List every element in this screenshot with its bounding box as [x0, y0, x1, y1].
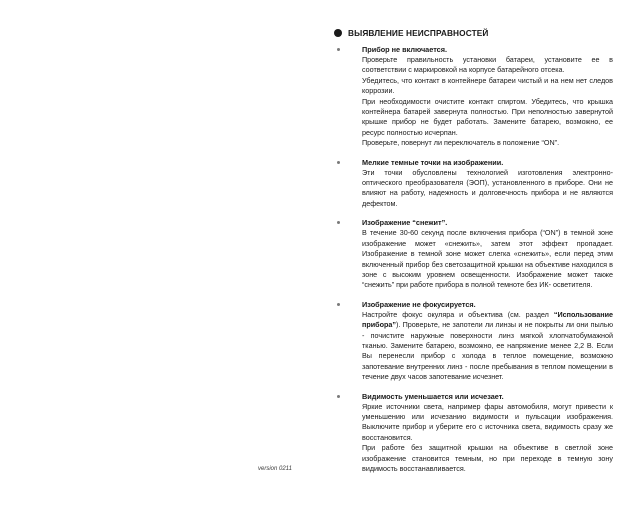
paragraph-tail: ). Проверьте, не запотели ли линзы и не покрыты ли они пылью - почистите наружные поверхности линз мягкой хлопчатобумажной тканью. Замените батарею, возможно, ее напряжение менее 2,2 В. Если Вы перенесли прибор с холода в теплое помещение, возможно запотевание внутренних линз - после пребывания в теплом помещении в течение двух часов запотевание исчезнет.	[362, 320, 613, 382]
section-title: ВЫЯВЛЕНИЕ НЕИСПРАВНОСТЕЙ	[348, 28, 489, 38]
issue-title: Изображение “снежит”.	[362, 218, 448, 228]
issue-body	[362, 168, 613, 210]
issue-body	[362, 402, 613, 475]
issue-paragraph	[362, 310, 613, 383]
issue-paragraph: При необходимости очистите контакт спиртом. Убедитесь, что крышка контейнера батарей завернута полностью. При неполностью завернутой крышке прибор не будет работать. Замените батарею, возможно, ее ресурс полностью исчерпан.	[362, 96, 613, 137]
paragraph-lead: Настройте фокус окуляра и объектива (см. раздел	[362, 309, 554, 319]
issue-paragraph: Убедитесь, что контакт в контейнере батареи чистый и на нем нет следов коррозии.	[362, 75, 613, 96]
bullet-icon	[337, 161, 340, 164]
issue-body	[362, 310, 613, 383]
issue-title: Изображение не фокусируется.	[362, 299, 476, 309]
bullet-icon	[334, 29, 342, 37]
bullet-icon	[337, 221, 340, 224]
section-reference: “Использование прибора”	[362, 309, 613, 330]
issue-paragraph: В течение 30-60 секунд после включения прибора (“ON”) в темной зоне изображение может «снежить», затем этот эффект пропадает. Изображение в темной зоне может слегка «снежить», если перед этим включенный прибор без светозащитной крышки на объективе находился в зоне с высоким уровнем освещенности. Изображение может также “снежить” при работе прибора в полной темноте без ИК- осветителя.	[362, 228, 613, 290]
section-header	[334, 28, 488, 38]
issue-no-power	[348, 45, 613, 149]
issue-body	[362, 228, 613, 290]
issue-title: Видимость уменьшается или исчезает.	[362, 391, 504, 401]
issue-paragraph: Проверьте правильность установки батареи, установите ее в соответствии с маркировкой на корпусе батарейного отсека.	[362, 55, 613, 75]
issue-no-focus	[348, 300, 613, 383]
issue-title: Мелкие темные точки на изображении.	[362, 157, 504, 167]
issue-visibility-loss	[348, 392, 613, 475]
issue-paragraph: Эти точки обусловлены технологией изготовления электронно-оптического преобразователя (ЭОП), установленного в приборе. Они не влияют на работу, надежность и долговечность прибора и не являются дефектом.	[362, 167, 613, 208]
issue-image-snow	[348, 218, 613, 290]
bullet-icon	[337, 303, 340, 306]
issue-paragraph: Яркие источники света, например фары автомобиля, могут привести к уменьшению или исчезанию видимости и пульсации изображения. Выключите прибор и уберите его с источника света, видимость сразу же восстановится.	[362, 401, 613, 442]
version-label: version 0211	[258, 466, 292, 472]
bullet-icon	[337, 48, 340, 51]
issue-paragraph: При работе без защитной крышки на объективе в светлой зоне изображение становится темным, но при переходе в темную зону видимость восстанавливается.	[362, 443, 613, 473]
bullet-icon	[337, 395, 340, 398]
issue-title: Прибор не включается.	[362, 45, 448, 54]
issue-paragraph: Проверьте, повернут ли переключатель в положение “ON”.	[362, 138, 560, 148]
issue-dark-spots	[348, 158, 613, 210]
issue-body	[362, 55, 613, 149]
troubleshooting-list	[348, 45, 613, 483]
